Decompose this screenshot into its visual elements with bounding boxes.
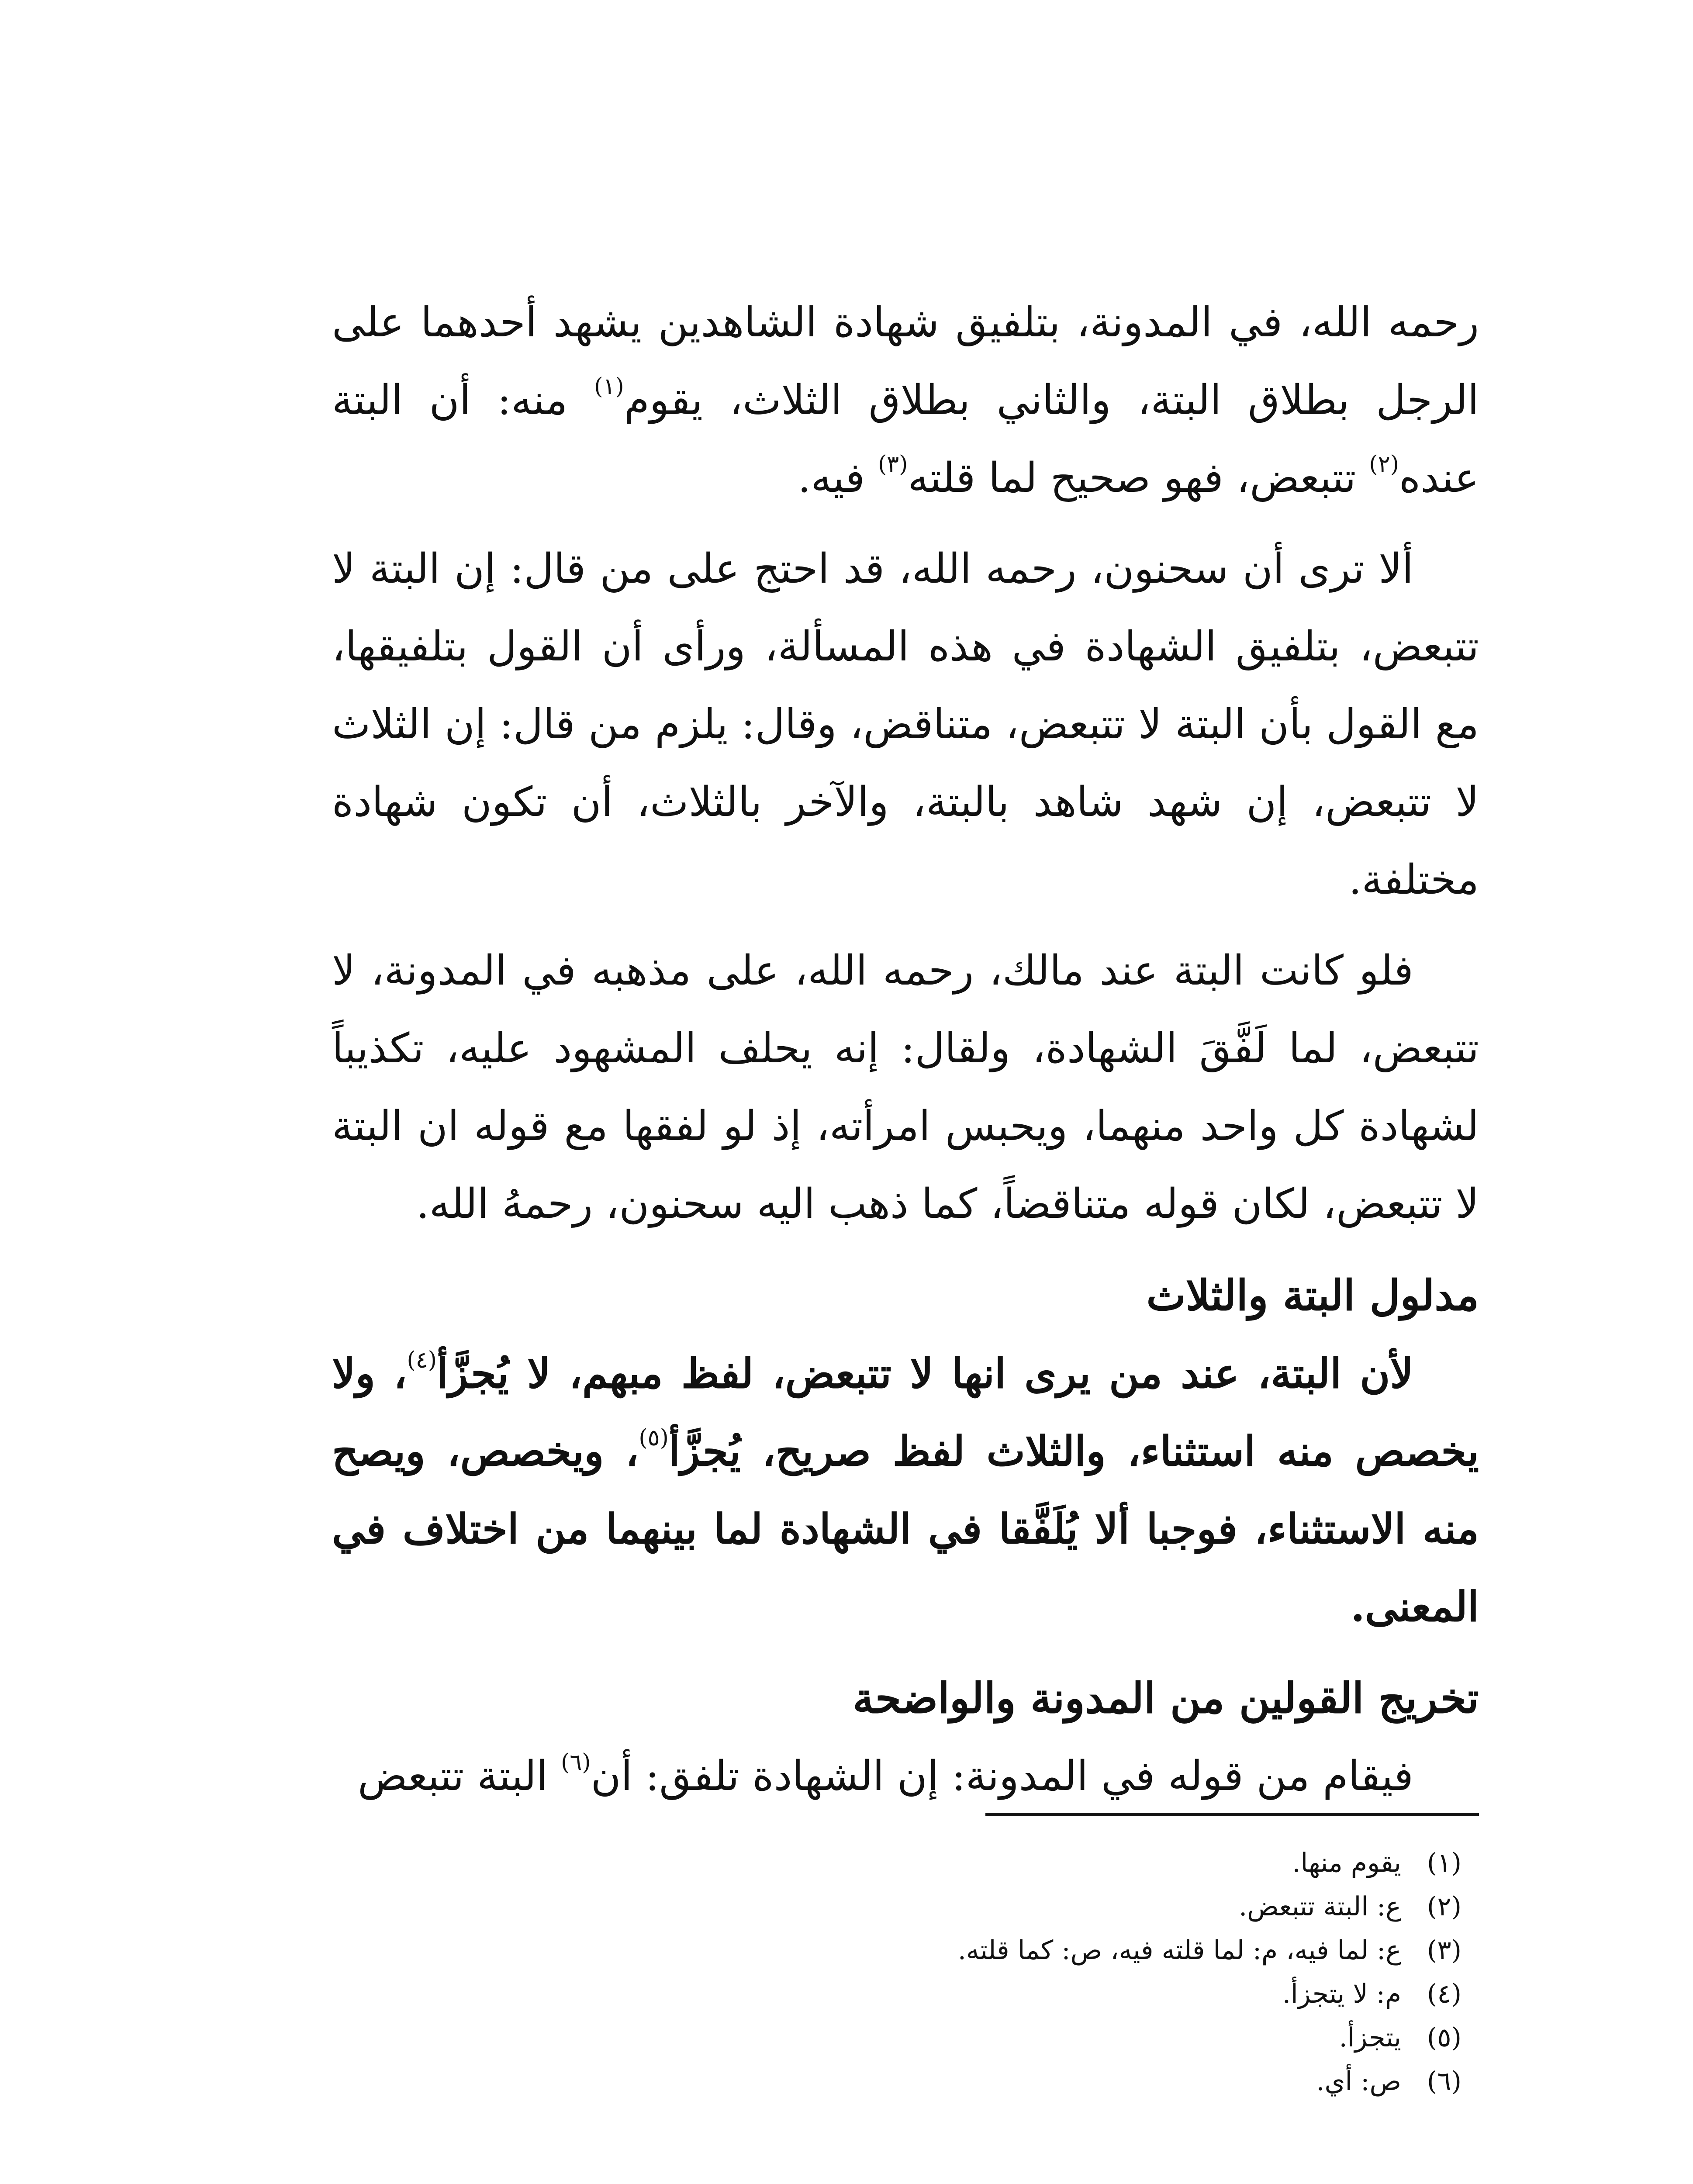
footnote-number: (٤) [1427,1979,1462,2009]
text-run: ، ولا يخصص منه استثناء، والثلاث لفظ صريح، يُجزَّأ [332,1350,1479,1476]
footnotes-list [332,1841,1462,2103]
footnote-marker: (١) [594,373,624,400]
footnote-number: (٦) [1427,2066,1462,2097]
footnote-text: ص: أي. [1316,2066,1401,2097]
footnote-marker: (٥) [639,1425,669,1451]
footnote-number: (٥) [1427,2022,1462,2053]
body-paragraph [332,1335,1479,1646]
body-paragraph [332,284,1479,517]
footnote-item [332,2016,1462,2060]
text-run: فلو كانت البتة عند مالك، رحمه الله، على مذهبه في المدونة، لا تتبعض، لما لَفَّقَ الشهادة، ولقال: إنه يحلف المشهود عليه، تكذيباً لشهادة كل واحد منهما، ويحبس امرأته، إذ لو لفقها مع قوله ان البتة لا تتبعض، لكان قوله متناقضاً، كما ذهب اليه سحنون، رحمهُ الله. [332,947,1479,1228]
footnote-text: م: لا يتجزأ. [1282,1979,1401,2009]
footnote-text: يتجزأ. [1339,2022,1401,2053]
text-run: تخريج القولين من المدونة والواضحة [853,1673,1479,1723]
section-heading [332,1659,1479,1738]
text-run: ، ويخصص، ويصح منه الاستثناء، فوجبا ألا يُلَفَّقا في الشهادة لما بينهما من اختلاف في المعنى. [332,1427,1479,1631]
text-run: البتة تتبعض [358,1752,561,1800]
text-run: تتبعض، فهو صحيح لما قلته [908,454,1369,502]
text-run: مدلول البتة والثلاث [1146,1271,1479,1320]
footnote-marker: (٣) [878,451,908,477]
footnote-item [332,1841,1462,1885]
body-paragraph [332,530,1479,919]
footnote-number: (١) [1427,1848,1462,1878]
body-paragraph [332,1738,1479,1815]
footnote-number: (٢) [1427,1891,1462,1922]
body-paragraph [332,932,1479,1243]
section-heading [332,1256,1479,1335]
footnote-text: ع: البتة تتبعض. [1239,1891,1401,1922]
footnote-text: ع: لما فيه، م: لما قلته فيه، ص: كما قلته. [957,1935,1401,1966]
footnote-item [332,1885,1462,1928]
footnote-marker: (٤) [407,1347,437,1373]
footnote-item [332,1928,1462,1972]
text-run: منه: أن البتة عنده [332,377,1479,502]
main-text [332,284,1479,1828]
text-run: ألا ترى أن سحنون، رحمه الله، قد احتج على من قال: إن البتة لا تتبعض، بتلفيق الشهادة في هذه المسألة، ورأى أن القول بتلفيقها، مع القول بأن البتة لا تتبعض، متناقض، وقال: يلزم من قال: إن الثلاث لا تتبعض، إن شهد شاهد بالبتة، والآخر بالثلاث، أن تكون شهادة مختلفة. [332,545,1479,904]
text-run: لأن البتة، عند من يرى انها لا تتبعض، لفظ مبهم، لا يُجزَّأ [437,1350,1413,1398]
footnote-marker: (٦) [561,1749,591,1776]
footnote-number: (٣) [1427,1935,1462,1966]
footnote-item [332,1972,1462,2016]
text-run: فيقام من قوله في المدونة: إن الشهادة تلفق: أن [591,1752,1413,1800]
text-run: رحمه الله، في المدونة، بتلفيق شهادة الشاهدين يشهد أحدهما على الرجل بطلاق البتة، والثاني بطلاق الثلاث، يقوم [332,299,1479,424]
footnote-text: يقوم منها. [1292,1848,1401,1878]
footnote-item [332,2060,1462,2103]
footnote-separator [985,1813,1479,1816]
text-run: فيه. [798,454,878,502]
footnote-marker: (٢) [1369,451,1399,477]
